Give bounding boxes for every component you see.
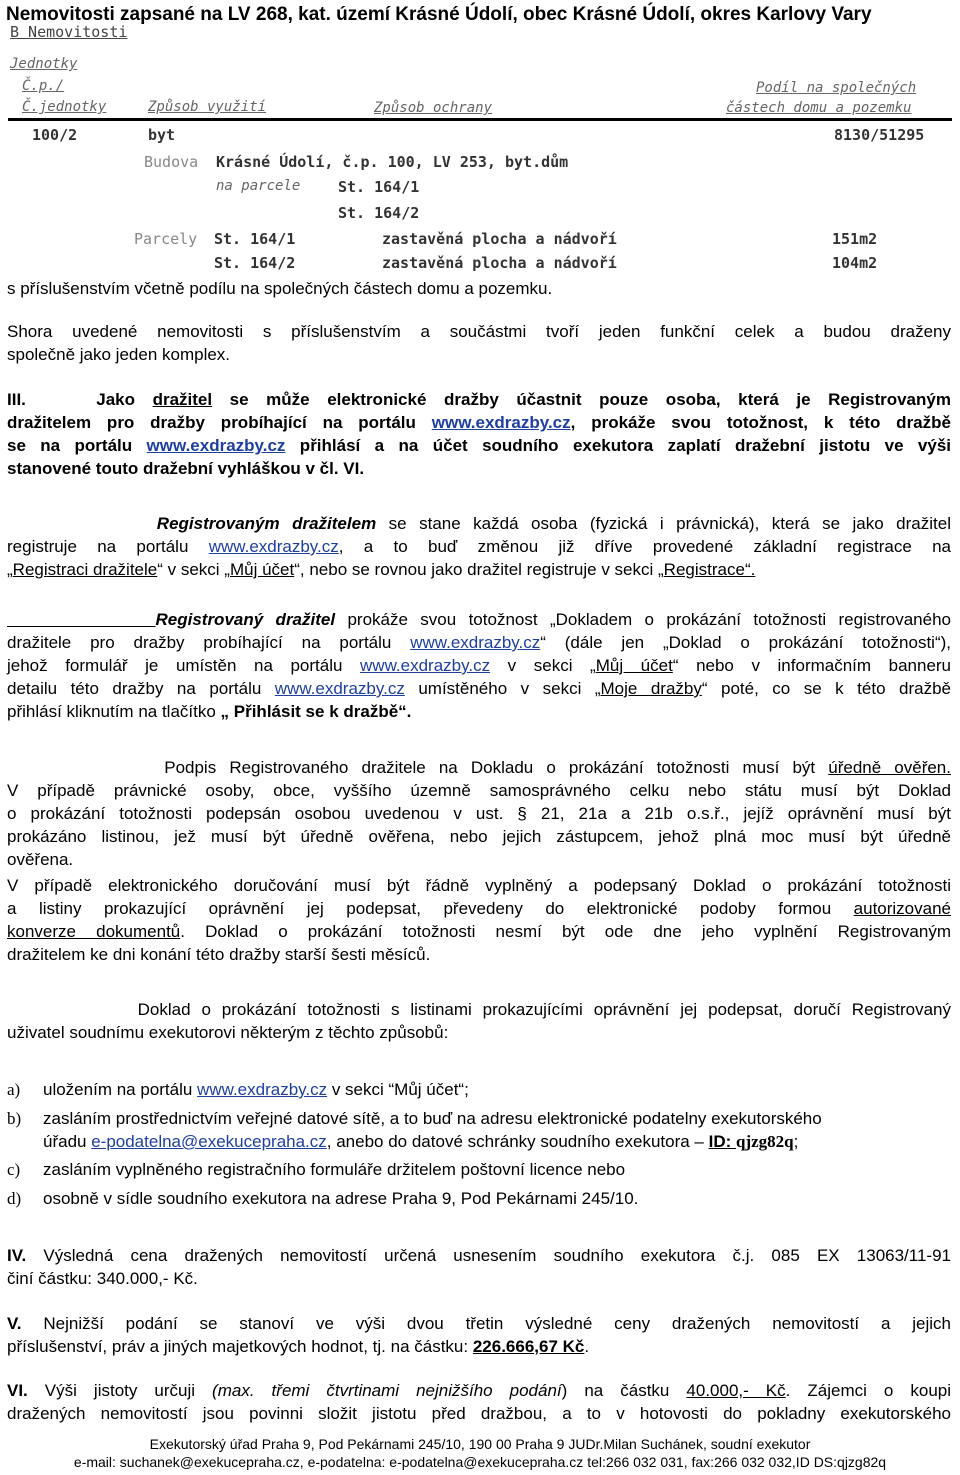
document-title: Nemovitosti zapsané na LV 268, kat. území Krásné Údolí, obec Krásné Údolí, okres Karlovy Vary xyxy=(6,4,872,25)
muj-ucet-link[interactable]: Můj účet xyxy=(229,560,295,579)
cad-parcels-label: Parcely xyxy=(134,230,198,248)
exdrazby-link[interactable]: www.exdrazby.cz xyxy=(208,537,339,556)
text-line: stanovené touto dražební vyhláškou v čl. VI. xyxy=(7,459,365,478)
exdrazby-link[interactable]: www.exdrazby.cz xyxy=(197,1080,328,1099)
text-line: jehož formulář je umístěn na portálu www.exdrazby.cz v sekci „Můj účet“ nebo v informačním banneru xyxy=(7,656,952,675)
section-number: V. xyxy=(7,1314,22,1333)
paragraph-complex xyxy=(7,320,951,366)
cad-col-unit: Č.jednotky xyxy=(22,99,107,115)
exdrazby-link[interactable]: www.exdrazby.cz xyxy=(431,413,571,432)
text-line: Shora uvedené nemovitosti s příslušenstvím a součástmi tvoří jeden funkční celek a budou draženy xyxy=(7,322,951,341)
paragraph-signature xyxy=(7,756,951,871)
cad-parcel-1-area: 151m2 xyxy=(832,230,878,248)
cad-unit-no: 100/2 xyxy=(32,126,78,144)
text-line: Registrovaný dražitel prokáže svou totožnost „Dokladem o prokázání totožnosti registrovaného xyxy=(155,610,951,629)
term-drazitel: dražitel xyxy=(152,390,213,409)
deposit-amount: 40.000,- Kč xyxy=(686,1381,786,1400)
document-page: Nemovitosti zapsané na LV 268, kat. území Krásné Údolí, obec Krásné Údolí, okres Karlovy Vary B Nemovitosti Jednotky Č.p./ Č.jednotky Způsob využití Způsob ochrany Podíl na společných částech domu a pozemku 100/2 byt 8130/51295 Budova Krásné Údolí, č.p. 100, LV 253, byt.dům na parcele St. 164/1 St. 164/2 Parcely St. 164/1 zastavěná plocha a nádvoří 151m2 St. 164/2 zastavěná plocha a nádvoří 104m2 s příslušenstvím včetně podílu na společných částech domu a pozemku. Shora uvedené nemovitosti s příslušenstvím a součástmi tvoří jeden funkční celek a budou draženy společně jako jeden komplex. III. Jako dražitel se může elektronické dražby účastnit pouze osoba, která je Registrovaným dražitelem pro dražby probíhající na portálu www.exdrazby.cz, prokáže svou totožnost, k této dražbě se na portálu www.exdrazby.cz přihlásí a na účet soudního exekutora zaplatí dražební jistotu ve výši stanovené touto dražební vyhláškou v čl. VI. Registrovaným dražitelem se stane každá osoba (fyzická i právnická), která se jako dražitel registruje na portálu www.exdrazby.cz, a to buď změnou již dříve provedené základní registrace na „Registraci dražitele“ v sekci „Můj účet“, nebo se rovnou jako dražitel registruje v sekci „Registrace“. Registrovaný dražitel prokáže svou totožnost „Dokladem o prokázání totožnosti registrovaného dražitele pro dražby probíhající na portálu www.exdrazby.cz“ (dále jen „Doklad o prokázání totožnosti“), jehož formulář je umístěn na portálu www.exdrazby.cz v sekci „Můj účet“ nebo v informačním banneru detailu této dražby na portálu www.exdrazby.cz umístěného v sekci „Moje dražby“ poté, co se k této dražbě přihlásí kliknutím na tlačítko „ Přihlásit se k dražbě“. Podpis Registrovaného dražitele na Dokladu o prokázání totožnosti musí být úředně ověřen. V případě právnické osoby, obce, vyššího územně samosprávného celku nebo státu musí být Doklad o prokázání totožnosti podepsán osobou uvedenou v ust. § 21, 21a a 21b o.s.ř., jejíž oprávnění musí být prokázáno listinou, jež musí být úředně ověřena, nebo jejich zástupcem, jehož plná moc musí být úředně ověřena. V případě elektronického doručování musí být řádně vyplněný a podepsaný Doklad o prokázání totožnosti a listiny prokazující oprávnění jej podepsat, převedeny do elektronické podoby formou autorizované konverze dokumentů. Doklad o prokázání totožnosti nesmí být ode dne jeho vyplnění Registrovaným dražitelem ke dni konání této dražby starší šesti měsíců. Doklad o prokázání totožnosti s listinami prokazujícími oprávnění jej podepsat, doručí Registrovaný uživatel soudnímu exekutorovi některým z těchto způsobů: a) uložením na portálu www.exdrazby.cz v sekci “Můj účet“; b) zasláním prostřednictvím veřejné datové sítě, a to buď na adresu elektronické podatelny exekutorského úřadu e-podatelna@exekucepraha.cz, anebo do datové schránky soudního exekutora – ID: qjzg82q; c) zasláním vyplněného registračního formuláře držitelem poštovní licence nebo d) osobně v sídle soudního exekutora na adrese Praha 9, Pod Pekárnami 245/10. IV. Výsledná cena dražených nemovitostí určená usnesením soudního exekutora č.j. 085 EX 13063/11-91 činí částku: 340.000,- Kč. V. Nejnižší podání se stanoví ve výši dvou třetin výsledné ceny dražených nemovitostí a jejich příslušenství, práv a jiných majetkových hodnot, tj. na částku: 226.666,67 Kč. VI. Výši jistoty určuji (max. třemi čtvrtinami nejnižšího podání) na částku 40.000,- Kč. Zájemci o koupi dražených nemovitostí jsou povinni složit jistotu před dražbou, a to v hotovosti do pokladny exekutorského Exekutorský úřad Praha 9, Pod Pekárnami 245/10, 190 00 Praha 9 JUDr.Milan Suchánek, soudní exekutor e-mail: suchanek@exekucepraha.cz, e-podatelna: e-podatelna@exekucepraha.cz tel:266 032 031, fax:266 032 032,ID DS:qjzg82q xyxy=(0,0,960,1475)
text-line: Registrovaným dražitelem se stane každá osoba (fyzická i právnická), která se jako dražitel xyxy=(156,514,951,533)
footer-contacts: e-mail: suchanek@exekucepraha.cz, e-podatelna: e-podatelna@exekucepraha.cz tel:266 032 031, fax:266 032 032,ID DS:qjzg82q xyxy=(73,1454,887,1470)
text-line: o prokázání totožnosti podepsán osobou uvedenou v ust. § 21, 21a a 21b o.s.ř., jejíž oprávnění musí být xyxy=(7,804,951,823)
text-line: konverze dokumentů. Doklad o prokázání totožnosti nesmí být ode dne jeho vyplnění Registrovaným xyxy=(7,922,951,941)
text-line: prokázáno listinou, jež musí být úředně ověřena, nebo jejich zástupcem, jehož plná moc musí být úředně xyxy=(7,827,951,846)
section-number: IV. xyxy=(7,1246,27,1265)
cad-parcel-2-type: zastavěná plocha a nádvoří xyxy=(382,254,617,272)
exdrazby-link[interactable]: www.exdrazby.cz xyxy=(146,436,286,455)
paragraph-section-iii xyxy=(7,388,951,480)
paragraph-delivery-methods xyxy=(7,998,951,1044)
paragraph-section-vi xyxy=(7,1379,951,1425)
muj-ucet-link[interactable]: Můj účet xyxy=(595,656,673,675)
text-line: IV. Výsledná cena dražených nemovitostí určená usnesením soudního exekutora č.j. 085 EX 13063/11-91 xyxy=(7,1246,951,1265)
exdrazby-link[interactable]: www.exdrazby.cz xyxy=(274,679,405,698)
section-number: VI. xyxy=(7,1381,28,1400)
paragraph-identity-proof xyxy=(7,608,951,723)
cad-units-heading: Jednotky xyxy=(10,56,78,72)
text-line: III. Jako dražitel se může elektronické dražby účastnit pouze osoba, která je Registrovaným xyxy=(7,390,951,409)
text-line: „Registraci dražitele“ v sekci „Můj účet“, nebo se rovnou jako dražitel registruje v sekci „Registrace“. xyxy=(7,560,756,579)
paragraph-electronic-delivery xyxy=(7,874,951,966)
text-line: dražitelem ke dni konání této dražby starší šesti měsíců. xyxy=(7,945,431,964)
text-line: se na portálu www.exdrazby.cz přihlásí a na účet soudního exekutora zaplatí dražební jistotu ve výši xyxy=(7,436,951,455)
cad-on-parcel-1: St. 164/1 xyxy=(338,178,420,196)
prihlasit-button-label: „ Přihlásit se k dražbě“. xyxy=(220,702,412,721)
text-line: Podpis Registrovaného dražitele na Dokladu o prokázání totožnosti musí být úředně ověřen. xyxy=(164,758,951,777)
paragraph-section-v xyxy=(7,1312,951,1358)
lowest-bid-amount: 226.666,67 Kč xyxy=(472,1337,585,1356)
cad-unit-share: 8130/51295 xyxy=(834,126,925,144)
cad-building-value: Krásné Údolí, č.p. 100, LV 253, byt.dům xyxy=(216,153,569,171)
cad-col-use: Způsob využití xyxy=(148,99,267,115)
cad-parcel-1-type: zastavěná plocha a nádvoří xyxy=(382,230,617,248)
cad-on-parcel-2: St. 164/2 xyxy=(338,204,420,222)
text-line: společně jako jeden komplex. xyxy=(7,345,231,364)
cadastral-extract xyxy=(0,20,960,275)
text-line: uživatel soudnímu exekutorovi některým z těchto způsobů: xyxy=(7,1023,449,1042)
cad-on-parcel-label: na parcele xyxy=(216,178,301,194)
cad-col-share-2: částech domu a pozemku xyxy=(726,100,912,116)
text-line: přihlásí kliknutím na tlačítko „ Přihlásit se k dražbě“. xyxy=(7,702,412,721)
paragraph-accessories xyxy=(7,277,951,300)
exdrazby-link[interactable]: www.exdrazby.cz xyxy=(360,656,491,675)
text-line: příslušenství, práv a jiných majetkových hodnot, tj. na částku: 226.666,67 Kč. xyxy=(7,1337,590,1356)
cad-col-cp: Č.p./ xyxy=(22,78,65,94)
text-line: registruje na portálu www.exdrazby.cz, a to buď změnou již dříve provedené základní registrace na xyxy=(7,537,951,556)
text-line: s příslušenstvím včetně podílu na společných částech domu a pozemku. xyxy=(7,279,553,298)
moje-drazby-link[interactable]: Moje dražby xyxy=(600,679,702,698)
text-line: ověřena. xyxy=(7,850,74,869)
footer-address: Exekutorský úřad Praha 9, Pod Pekárnami 245/10, 190 00 Praha 9 JUDr.Milan Suchánek, soudní exekutor xyxy=(149,1436,811,1452)
cad-unit-use: byt xyxy=(148,126,176,144)
registrace-link[interactable]: Registrace xyxy=(663,560,745,579)
cad-col-share-1: Podíl na společných xyxy=(756,80,917,96)
text-line: dražených nemovitostí jsou povinni složit jistotu před dražbou, a to v hotovosti do pokladny exekutorského xyxy=(7,1404,951,1423)
cad-section: B Nemovitosti xyxy=(10,23,128,41)
exdrazby-link[interactable]: www.exdrazby.cz xyxy=(410,633,541,652)
text-line: dražitelem pro dražby probíhající na portálu www.exdrazby.cz, prokáže svou totožnost, k této dražbě xyxy=(7,413,951,432)
text-line: VI. Výši jistoty určuji (max. třemi čtvrtinami nejnižšího podání) na částku 40.000,- Kč. Zájemci o koupi xyxy=(7,1381,952,1400)
text-line: a listiny prokazující oprávnění jej podepsat, převedeny do elektronické podoby formou autorizované xyxy=(7,899,951,918)
registrace-drazitele-link[interactable]: Registraci dražitele xyxy=(12,560,158,579)
paragraph-registered-bidder xyxy=(7,512,951,581)
cad-col-protection: Způsob ochrany xyxy=(374,100,493,116)
cad-parcel-1-id: St. 164/1 xyxy=(214,230,296,248)
text-line: dražitele pro dražby probíhající na portálu www.exdrazby.cz“ (dále jen „Doklad o prokázání totožnosti“), xyxy=(7,633,951,652)
cad-header-rule xyxy=(8,118,952,121)
epodatelna-email-link[interactable]: e-podatelna@exekucepraha.cz xyxy=(91,1132,327,1151)
cad-parcel-2-id: St. 164/2 xyxy=(214,254,296,272)
cad-building-label: Budova xyxy=(144,153,199,171)
text-line: činí částku: 340.000,- Kč. xyxy=(7,1269,198,1288)
section-number: III. xyxy=(7,390,26,409)
text-line: V případě elektronického doručování musí být řádně vyplněný a podepsaný Doklad o prokázání totožnosti xyxy=(7,876,951,895)
text-line: V. Nejnižší podání se stanoví ve výši dvou třetin výsledné ceny dražených nemovitostí a jejich xyxy=(7,1314,951,1333)
text-line: detailu této dražby na portálu www.exdrazby.cz umístěného v sekci „Moje dražby“ poté, co se k této dražbě xyxy=(7,679,951,698)
text-line: Doklad o prokázání totožnosti s listinami prokazujícími oprávnění jej podepsat, doručí Registrovaný xyxy=(137,1000,952,1019)
cad-parcel-2-area: 104m2 xyxy=(832,254,878,272)
text-line: V případě právnické osoby, obce, vyššího územně samosprávného celku nebo státu musí být Doklad xyxy=(7,781,951,800)
paragraph-section-iv xyxy=(7,1244,951,1290)
